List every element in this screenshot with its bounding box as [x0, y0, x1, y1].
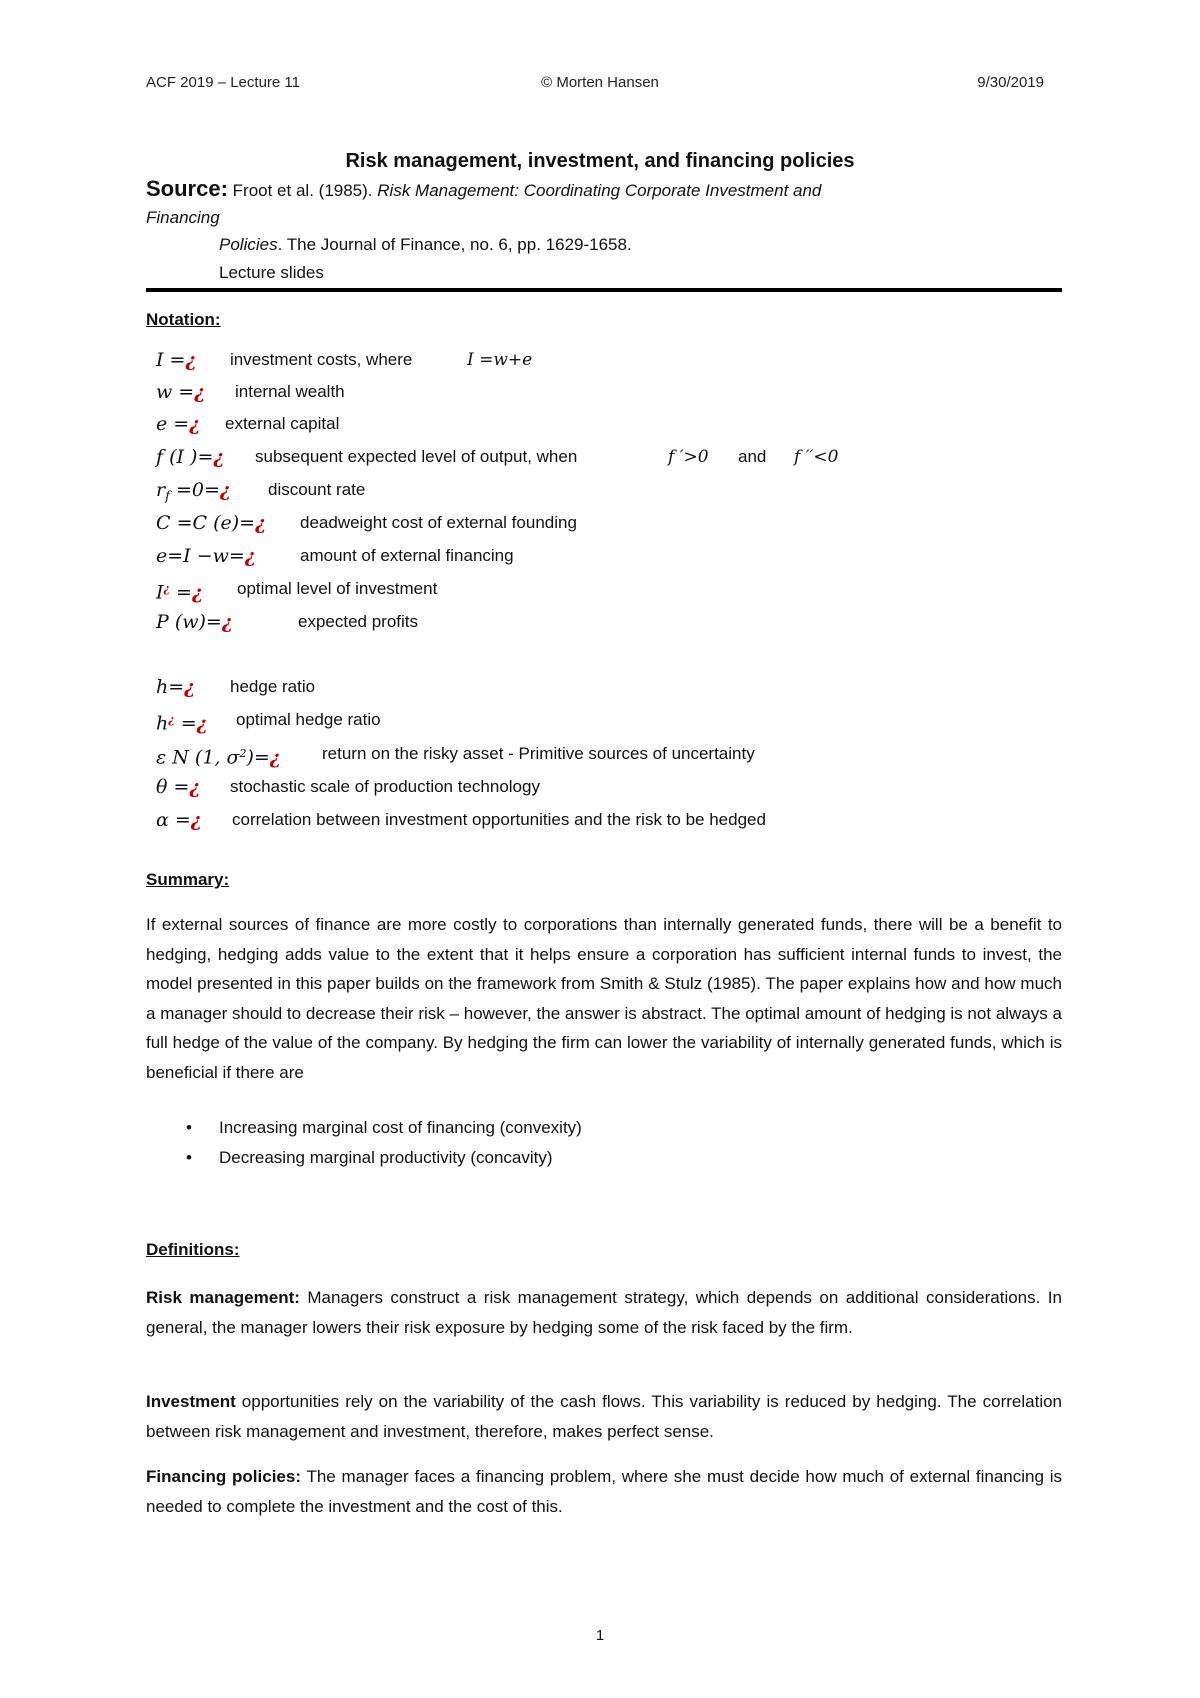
notation-row	[156, 476, 231, 504]
notation-marker: ¿	[189, 413, 201, 435]
notation-symbol: α =	[156, 809, 191, 831]
notation-symbol: θ =	[156, 776, 190, 798]
notation-condition-1: f ′>0	[668, 447, 709, 467]
notation-desc: optimal level of investment	[237, 579, 438, 598]
notation-superscript: ¿	[163, 582, 170, 595]
notation-symbol-rest: =	[169, 581, 192, 604]
notation-marker: ¿	[190, 809, 202, 831]
notation-desc: stochastic scale of production technology	[230, 777, 540, 796]
notation-desc: subsequent expected level of output, when	[255, 447, 578, 466]
notation-symbol-rest: =0=	[169, 479, 220, 501]
notation-symbol: f (I )=	[156, 446, 214, 468]
source-year: (1985).	[318, 181, 373, 200]
notation-row	[156, 706, 208, 734]
notation-marker: ¿	[221, 611, 233, 633]
notation-row	[156, 773, 201, 801]
summary-bullet: Increasing marginal cost of financing (convexity)	[219, 1118, 582, 1137]
divider-rule	[146, 288, 1062, 292]
notation-symbol: P (w)=	[156, 611, 222, 633]
notation-symbol: I	[156, 581, 164, 604]
notation-desc: return on the risky asset - Primitive sources of uncertainty	[322, 744, 755, 763]
notation-desc: correlation between investment opportunities and the risk to be hedged	[232, 810, 766, 829]
notation-and: and	[738, 447, 767, 466]
page-number: 1	[595, 1627, 605, 1644]
header-right: 9/30/2019	[977, 74, 1044, 91]
source-journal: . The Journal of Finance, no. 6, pp. 1629-1658.	[277, 235, 632, 254]
notation-row	[156, 378, 205, 406]
notation-symbol: I =	[156, 349, 186, 371]
notation-symbol: e=I −w=	[156, 545, 245, 567]
notation-marker: ¿	[185, 349, 197, 371]
notation-desc: expected profits	[298, 612, 419, 631]
source-line-1	[146, 175, 821, 204]
notation-symbol: w =	[156, 381, 195, 403]
header-left: ACF 2019 – Lecture 11	[146, 74, 300, 91]
notation-marker: ¿	[269, 746, 281, 769]
definition-term: Investment	[146, 1392, 236, 1411]
notation-subscript: f	[165, 489, 170, 505]
notation-desc: amount of external financing	[300, 546, 514, 565]
summary-bullet: Decreasing marginal productivity (concavity)	[219, 1148, 553, 1167]
header-center: © Morten Hansen	[541, 74, 659, 91]
notation-desc: external capital	[225, 414, 340, 433]
notation-desc: internal wealth	[235, 382, 345, 401]
definition-term: Risk management:	[146, 1288, 300, 1307]
notation-marker: ¿	[244, 545, 256, 567]
summary-heading: Summary:	[146, 870, 230, 889]
notation-symbol: h=	[156, 676, 185, 698]
notation-row	[156, 509, 266, 537]
notation-symbol: C =C (e)=	[156, 512, 256, 534]
notation-symbol: h	[156, 712, 169, 735]
definition-financing-policies	[146, 1462, 1062, 1521]
source-line-3	[219, 235, 632, 255]
notation-symbol: e =	[156, 413, 190, 435]
notation-desc: investment costs, where	[230, 350, 413, 369]
definition-risk-management	[146, 1283, 1062, 1342]
notation-row	[156, 346, 197, 374]
notation-extra: I =w+e	[467, 350, 533, 370]
notation-superscript: 2	[239, 747, 247, 760]
definition-text: Managers construct a risk management strategy, which depends on additional considerations. In general, the manager lowers their risk exposure by hedging some of the risk faced by the firm.	[146, 1288, 1062, 1337]
notation-symbol: ε N (1, σ	[156, 746, 240, 769]
notation-symbol: r	[156, 479, 166, 501]
definitions-heading: Definitions:	[146, 1240, 240, 1259]
document-title: Risk management, investment, and financing policies	[345, 150, 855, 172]
source-authors: Froot et al.	[232, 181, 314, 200]
notation-symbol-rest: )=	[246, 746, 270, 769]
notation-desc: hedge ratio	[230, 677, 316, 696]
source-title-3: Policies	[219, 235, 278, 254]
source-extra: Lecture slides	[219, 263, 324, 282]
notation-desc: optimal hedge ratio	[236, 710, 381, 729]
notation-desc: deadweight cost of external founding	[300, 513, 577, 532]
source-label: Source:	[146, 176, 228, 201]
notation-row	[156, 806, 202, 834]
source-line-2	[146, 204, 220, 231]
notation-marker: ¿	[184, 676, 196, 698]
notation-row	[156, 410, 200, 438]
notation-marker: ¿	[194, 381, 206, 403]
definition-term: Financing policies:	[146, 1467, 302, 1486]
notation-row	[156, 443, 225, 471]
source-title-1: Risk Management: Coordinating Corporate Investment and	[377, 181, 822, 200]
notation-row	[156, 575, 203, 603]
notation-marker: ¿	[213, 446, 225, 468]
notation-row	[156, 740, 281, 768]
notation-row	[156, 542, 256, 570]
notation-marker: ¿	[189, 776, 201, 798]
notation-row	[156, 608, 233, 636]
summary-paragraph: If external sources of finance are more costly to corporations than internally generated funds, there will be a benefit to hedging, hedging adds value to the extent that it helps ensure a corporation has sufficient internal funds to invest, the model presented in this paper builds on the framework from Smith & Stulz (1985). The paper explains how and how much a manager should to decrease their risk – however, the answer is abstract. The optimal amount of hedging is not always a full hedge of the value of the company. By hedging the firm can lower the variability of internally generated funds, which is beneficial if there are	[146, 915, 1062, 1082]
notation-marker: ¿	[196, 712, 208, 735]
notation-marker: ¿	[255, 512, 267, 534]
notation-marker: ¿	[191, 581, 204, 604]
bullet-dot: •	[186, 1148, 192, 1167]
notation-superscript: ¿	[168, 713, 175, 726]
notation-row	[156, 673, 195, 701]
source-title-2: Financing	[146, 208, 220, 227]
definition-text: opportunities rely on the variability of the cash flows. This variability is reduced by hedging. The correlation between risk management and investment, therefore, makes perfect sense.	[146, 1392, 1062, 1441]
notation-symbol-rest: =	[174, 712, 197, 735]
definition-text: The manager faces a financing problem, where she must decide how much of external financing is needed to complete the investment and the cost of this.	[146, 1467, 1062, 1516]
notation-condition-2: f ′′<0	[794, 447, 839, 467]
definition-investment	[146, 1387, 1062, 1446]
bullet-dot: •	[186, 1118, 192, 1137]
notation-marker: ¿	[219, 479, 232, 501]
notation-heading: Notation:	[146, 310, 221, 329]
notation-desc: discount rate	[268, 480, 366, 499]
